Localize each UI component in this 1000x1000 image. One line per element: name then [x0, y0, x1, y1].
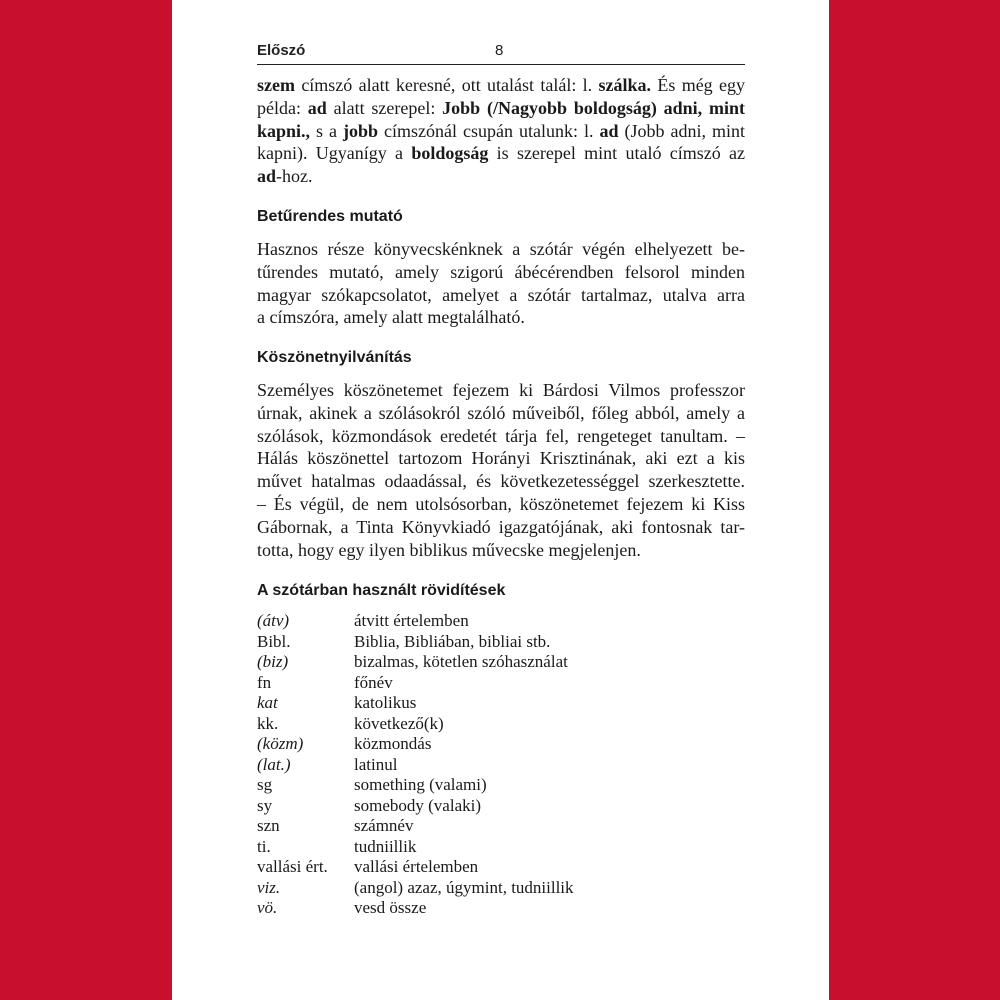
text-run: (Jobb adni, mint [618, 120, 746, 141]
section-title: Előszó [257, 42, 306, 59]
abbreviation-row [257, 775, 745, 796]
text-run: alatt szerepel: [326, 97, 443, 118]
abbreviation-meaning: (angol) azaz, úgymint, tudniillik [354, 877, 574, 897]
text-line: tűrendes mutató, amely szigorú ábécérendben felsorol minden [257, 261, 745, 282]
text-line: magyar szókapcsolatot, amelyet a szótár tartalmaz, utalva arra [257, 284, 745, 305]
abbreviation-row [257, 837, 745, 858]
abbreviation-meaning: vesd össze [354, 898, 427, 917]
abbreviation: (lat.) [257, 754, 291, 774]
abbreviation-row [257, 673, 745, 694]
abbreviation-meaning: latinul [354, 754, 398, 774]
abbreviation: szn [257, 816, 280, 835]
text-line: totta, hogy egy ilyen biblikus művecske megjelenjen. [257, 539, 641, 560]
abbreviation: kk. [257, 713, 279, 733]
abbreviation-meaning: Biblia, Bibliában, bibliai stb. [354, 631, 551, 651]
bold-term: szálka. [598, 75, 652, 95]
abbreviation-row [257, 734, 745, 755]
abbreviation: (biz) [257, 652, 289, 671]
abbreviation-row [257, 755, 745, 776]
book-page [172, 0, 829, 1000]
abbreviation-meaning: tudniillik [354, 836, 417, 856]
text-line: Hasznos része könyvecskénknek a szótár végén elhelyezett be- [257, 239, 745, 259]
abbreviation: viz. [257, 877, 281, 897]
abbreviation-list [257, 611, 745, 919]
text-line: Személyes köszönetemet fejezem ki Bárdosi Vilmos professzor [257, 380, 745, 400]
bold-term: ad [307, 97, 327, 118]
bold-term: ad [599, 120, 619, 141]
intro-paragraph [257, 74, 745, 188]
abbreviation-row [257, 714, 745, 735]
text-run: címszó alatt keresné, ott utalást talál: l. [294, 75, 599, 95]
text-line: Hálás köszönettel tartozom Horányi Krisztinának, aki ezt a kis [257, 448, 745, 469]
koszonet-paragraph [257, 379, 745, 561]
abbreviation-meaning: katolikus [354, 693, 417, 712]
abbreviation-row [257, 796, 745, 817]
text-run: címszónál csupán utalunk: l. [378, 120, 600, 141]
abbreviation-meaning: főnév [354, 672, 393, 692]
abbreviation-meaning: következő(k) [354, 713, 444, 733]
running-header [257, 40, 745, 65]
abbreviation-row [257, 878, 745, 899]
abbreviation-row [257, 898, 745, 919]
heading-betu-mutato: Betűrendes mutató [257, 208, 403, 225]
text-line [257, 165, 745, 188]
text-line: művet hatalmas odaadással, és következetességgel szerkesztette. [257, 471, 745, 492]
abbreviation: vö. [257, 898, 278, 917]
abbreviation-meaning: bizalmas, kötetlen szóhasználat [354, 652, 568, 671]
abbreviation-meaning: vallási értelemben [354, 857, 479, 876]
abbreviation-meaning: somebody (valaki) [354, 795, 481, 815]
text-run: példa: [257, 97, 308, 118]
text-run: kapni). Ugyanígy a [257, 143, 412, 164]
abbreviation-meaning: átvitt értelemben [354, 611, 469, 630]
abbreviation-row [257, 611, 745, 632]
text-run: s a [310, 120, 344, 141]
bold-term: Jobb (/Nagyobb boldogság) adni, mint [442, 97, 745, 118]
abbreviation-meaning: számnév [354, 816, 414, 835]
abbreviation: Bibl. [257, 631, 291, 651]
text-line: – És végül, de nem utolsósorban, köszönetemet fejezem ki Kiss [257, 493, 745, 514]
text-line [257, 142, 745, 165]
heading-roviditesek: A szótárban használt rövidítések [257, 582, 506, 599]
heading-koszonet: Köszönetnyilvánítás [257, 349, 412, 366]
abbreviation: ti. [257, 836, 271, 856]
mutato-paragraph [257, 238, 745, 329]
bold-term: ad [257, 166, 277, 187]
text-line [257, 120, 745, 143]
abbreviation-row [257, 632, 745, 653]
bold-term: szem [257, 75, 295, 95]
abbreviation: kat [257, 693, 278, 712]
abbreviation: vallási ért. [257, 857, 328, 876]
bold-term: kapni., [257, 120, 311, 141]
text-line [257, 74, 745, 97]
abbreviation-meaning: something (valami) [354, 775, 487, 794]
bold-term: boldogság [411, 143, 489, 164]
text-line: szólások, közmondások eredetét tárja fel, rengeteget tanultam. – [257, 425, 745, 446]
abbreviation-row [257, 816, 745, 837]
text-line [257, 97, 745, 120]
abbreviation-row [257, 857, 745, 878]
text-run: -hoz. [276, 166, 313, 187]
text-line: úrnak, akinek a szólásokról szóló műveiből, főleg abból, amely a [257, 402, 745, 423]
abbreviation-row [257, 693, 745, 714]
abbreviation-row [257, 652, 745, 673]
abbreviation: fn [257, 672, 272, 692]
page-number: 8 [495, 42, 504, 59]
text-run: És még egy [651, 75, 745, 95]
abbreviation: (átv) [257, 611, 290, 630]
abbreviation: sy [257, 795, 273, 815]
abbreviation: (közm) [257, 734, 304, 753]
text-run: is szerepel mint utaló címszó az [488, 143, 745, 164]
abbreviation-meaning: közmondás [354, 734, 432, 753]
text-line: Gábornak, a Tinta Könyvkiadó igazgatójának, aki fontosnak tar- [257, 516, 745, 537]
abbreviation: sg [257, 775, 273, 794]
bold-term: jobb [343, 120, 379, 141]
text-line: a címszóra, amely alatt megtalálható. [257, 307, 525, 328]
